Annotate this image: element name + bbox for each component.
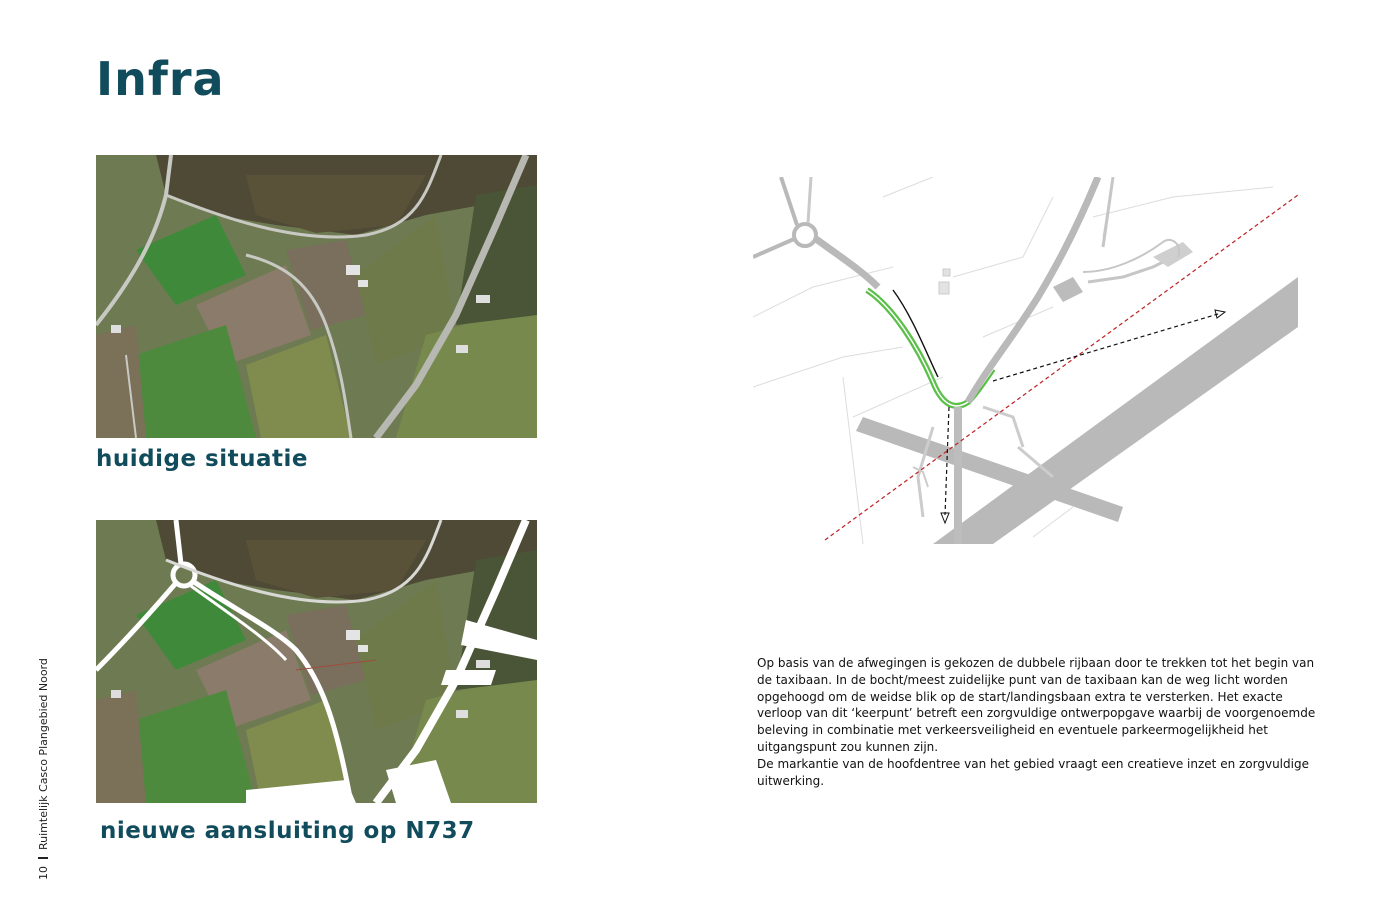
paragraph-2: De markantie van de hoofdentree van het gebied vraagt een creatieve inzet en zorgvuldige uitwerking. (757, 756, 1309, 788)
body-text (757, 655, 1317, 789)
aerial-photo-current (96, 155, 537, 438)
separator-bar (38, 857, 48, 859)
paragraph-1: Op basis van de afwegingen is gekozen de dubbele rijbaan door te trekken tot het begin van de taxibaan. In de bocht/meest zuidelijke punt van de taxibaan kan de weg licht worden opgehoogd om de weidse blik op de start/landingsbaan extra te versterken. Het exacte verloop van dit ‘keerpunt’ betreft een zorgvuldige ontwerpopgave waarbij de voorgenoemde beleving in combinatie met verkeersveiligheid en eventuele parkeermogelijkheid het uitgangspunt zou kunnen zijn. (757, 656, 1316, 754)
page-title: Infra (96, 52, 225, 106)
caption-current-situation: huidige situatie (96, 446, 308, 472)
caption-new-connection: nieuwe aansluiting op N737 (100, 818, 475, 844)
page-number: 10 (37, 866, 50, 880)
running-footer (37, 658, 50, 880)
running-title: Ruimtelijk Casco Plangebied Noord (37, 658, 50, 850)
schematic-map (753, 177, 1298, 544)
aerial-photo-new-connection (96, 520, 537, 803)
